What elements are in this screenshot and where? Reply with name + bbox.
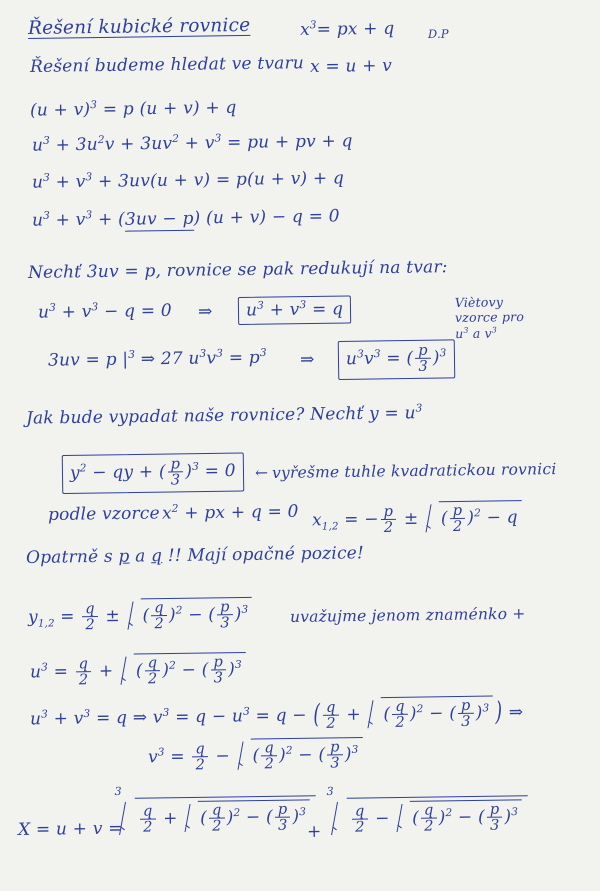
boxed-equation-uv-sum xyxy=(238,295,352,324)
boxed-quadratic xyxy=(62,452,244,493)
line-9-text: Jak bude vypadat naše rovnice? Nechť $y = u^3$ xyxy=(25,402,423,429)
equation-line-14: $u^3$ = $\frac{q}{2}$ + ( $\frac{q}{2}$ )$^2$ − ( $\frac{p}{3}$ )$^3$ xyxy=(30,652,247,689)
cbrt-first: 3 $\frac{q}{2}$ + ( $\frac{q}{2}$ )$^2$ − ( $\frac{p}{3}$ )$^3$ xyxy=(119,795,317,837)
page-title xyxy=(28,15,251,39)
sqrt-line-14: ( $\frac{q}{2}$ )$^2$ − ( $\frac{p}{3}$ )$^3$ xyxy=(120,652,246,687)
line-1-equation: x = u + v xyxy=(309,55,393,77)
boxed-equation-uv-product xyxy=(338,339,455,379)
sqrt-final-1: ( $\frac{q}{2}$ )$^2$ − ( $\frac{p}{3}$ )$^3$ xyxy=(184,799,310,834)
title-equation-text: $x^3=$ px + q xyxy=(299,18,395,40)
equation-line-2: $(u + v)^3 = p$ (u + v) + q xyxy=(29,97,237,121)
line-8-arrow: ⇒ xyxy=(299,349,315,370)
line-7-side-note xyxy=(455,295,525,341)
cbrt-second: 3 $\frac{q}{2}$ − ( $\frac{q}{2}$ )$^2$ − ( $\frac{p}{3}$ )$^3$ xyxy=(331,795,529,837)
final-formula-second-radical xyxy=(326,784,530,837)
author-initials: D.P xyxy=(427,26,449,41)
final-formula-first-radical xyxy=(114,784,318,837)
line-12-warning: Opatrně s p a q !! Mají opačné pozice! xyxy=(25,543,365,568)
line-13-note: uvažujme jenom znaménko + xyxy=(289,604,526,626)
line-10-note: vyřešme tuhle kvadratickou rovnici xyxy=(271,460,557,482)
title-equation xyxy=(300,18,395,40)
final-formula-lead: X = u + v = xyxy=(17,818,123,840)
box-uv-product: $u^3v^3$ = ( $\frac{p}{3}$ )$^3$ xyxy=(338,339,455,379)
line-6-text: Nechť 3uv = p, rovnice se pak redukují na tvar: xyxy=(27,257,448,283)
box-quadratic: $y^2$ − qy + ( $\frac{p}{3}$ )$^3$ = 0 xyxy=(62,452,244,493)
line-11-formula: $x^2$ + px + q = 0 xyxy=(161,501,299,524)
equation-line-15: $u^3 + v^3 = q$ ⇒ $v^3 = q - u^3 = q$ − ( $\frac{q}{2}$ + ( $\frac{q}{2}$ )$^2$ − ( $\frac{p}{3}$ )$^3$ ) ⇒ xyxy=(29,696,524,733)
sqrt-line-16: ( $\frac{q}{2}$ )$^2$ − ( $\frac{p}{3}$ )$^3$ xyxy=(236,737,362,772)
equation-line-4: $u^3 + v^3 + 3uv(u + v) = p(u + v) + q$ xyxy=(31,168,345,193)
line-10-arrow: ← xyxy=(254,463,269,482)
equation-line-3: $u^3 + 3u^2v + 3uv^2 + v^3$ = pu + pv + q xyxy=(31,131,353,156)
line-1-text: Řešení budeme hledat ve tvaru xyxy=(29,53,305,77)
sqrt-line-13: ( $\frac{q}{2}$ )$^2$ − ( $\frac{p}{3}$ )$^3$ xyxy=(126,597,252,632)
box-uv-sum: $u^3 + v^3 = q$ xyxy=(238,295,352,324)
title-text: Řešení kubické rovnice xyxy=(27,14,251,39)
equation-line-8-left: 3uv = p $|^3$ ⇒ 27 $u^3v^3 = p^3$ xyxy=(47,346,267,371)
final-formula-plus: + xyxy=(306,821,322,842)
sqrt-final-2: ( $\frac{q}{2}$ )$^2$ − ( $\frac{p}{3}$ )$^3$ xyxy=(396,799,522,834)
equation-line-7-left: $u^3 + v^3 - q = 0$ xyxy=(37,300,172,323)
side-note-stack: Viètovy vzorce pro $u^3$ a $v^3$ xyxy=(454,294,525,341)
sqrt-line-15: ( $\frac{q}{2}$ )$^2$ − ( $\frac{p}{3}$ )$^3$ xyxy=(367,696,493,731)
line-11-solution: $x_{1,2}$ = − $\frac{p}{2}$ ± ( $\frac{p}{2}$ )$^2$ − q xyxy=(312,500,523,537)
sqrt-line-11: ( $\frac{p}{2}$ )$^2$ − q xyxy=(425,500,522,535)
equation-line-16: $v^3$ = $\frac{q}{2}$ − ( $\frac{q}{2}$ )$^2$ − ( $\frac{p}{3}$ )$^3$ xyxy=(148,737,364,774)
equation-line-13: $y_{1,2}$ = $\frac{q}{2}$ ± ( $\frac{q}{2}$ )$^2$ − ( $\frac{p}{3}$ )$^3$ xyxy=(28,597,254,634)
equation-line-5: $u^3 + v^3 + (3uv - p) (u + v) - q = 0$ xyxy=(31,206,340,231)
line-11-text: podle vzorce xyxy=(47,503,160,525)
line-5-underlined: 3uv − p xyxy=(124,208,194,230)
line-7-arrow: ⇒ xyxy=(197,301,213,322)
